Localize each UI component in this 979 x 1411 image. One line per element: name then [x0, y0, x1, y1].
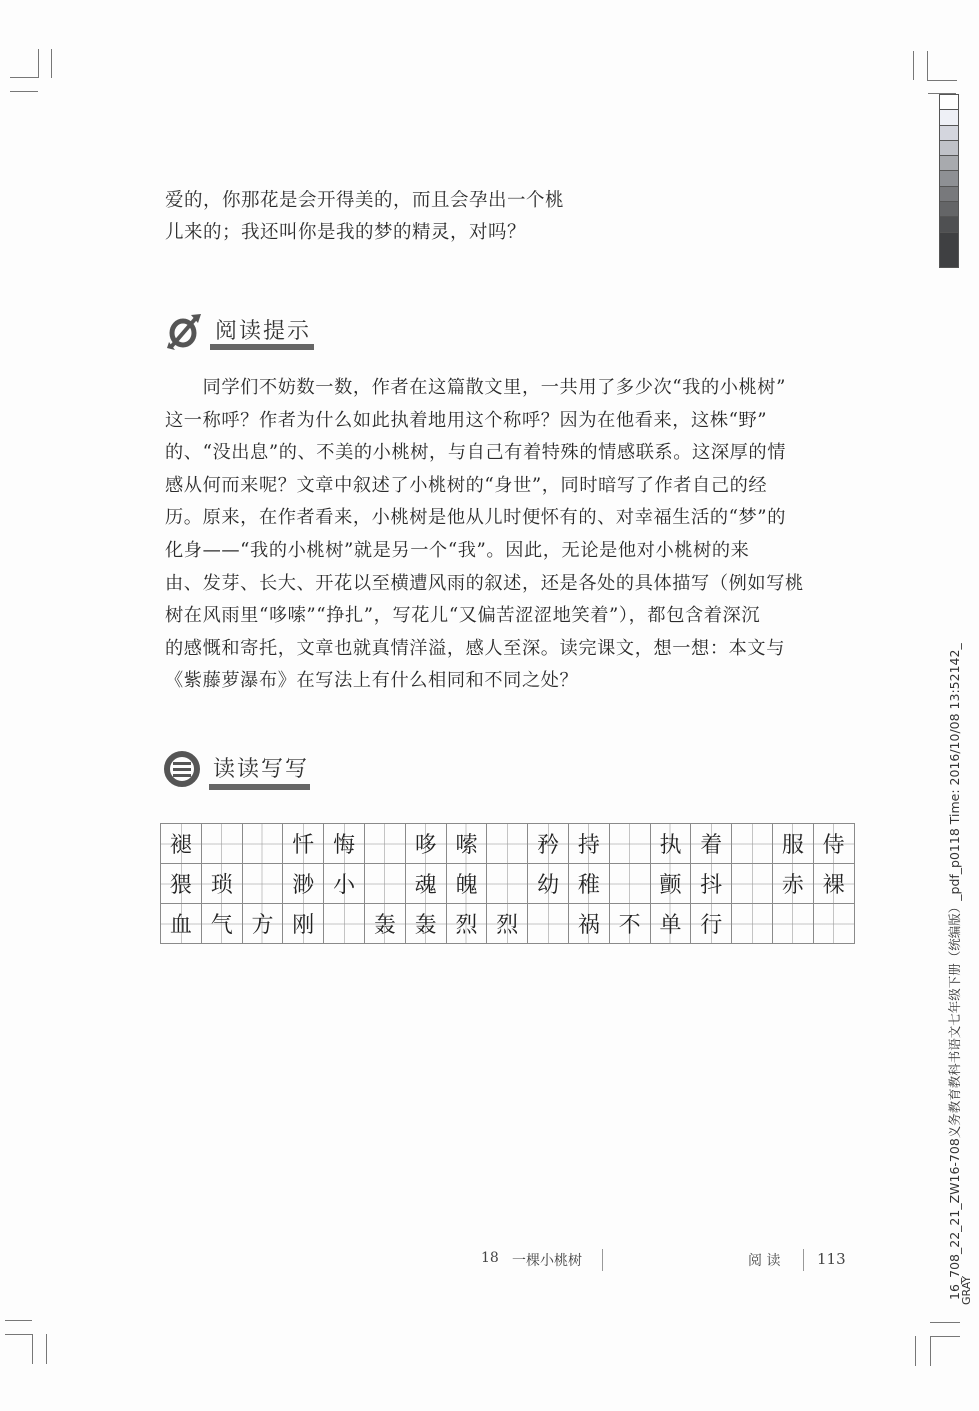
- gray-swatch: [940, 110, 958, 125]
- grid-cell: 哆: [405, 824, 446, 864]
- grid-cell: 幼: [528, 864, 569, 904]
- paragraph-line: 感从何而来呢？文章中叙述了小桃树的“身世”，同时暗写了作者自己的经: [165, 474, 768, 496]
- section-title: 阅读提示: [215, 319, 312, 344]
- crop-mark: [46, 1334, 47, 1364]
- crop-mark: [5, 1334, 32, 1335]
- grid-cell: [732, 864, 773, 904]
- grid-cell: 渺: [283, 864, 324, 904]
- grid-cell: 刚: [283, 904, 324, 944]
- grid-cell: 祸: [568, 904, 609, 944]
- grid-cell: 嗦: [446, 824, 487, 864]
- gray-swatch: [940, 95, 958, 110]
- grid-cell: 悔: [324, 824, 365, 864]
- paragraph-line: 同学们不妨数一数，作者在这篇散文里，一共用了多少次“我的小桃树”: [165, 377, 786, 398]
- grid-cell: [813, 904, 854, 944]
- grid-cell: 轰: [405, 904, 446, 944]
- section-title: 读读写写: [213, 757, 310, 782]
- gray-scale-bar: [939, 94, 959, 268]
- grid-cell: [732, 824, 773, 864]
- grid-cell: 猥: [161, 864, 202, 904]
- footer-divider: [803, 1249, 804, 1271]
- grid-cell: [732, 904, 773, 944]
- page-number: 113: [817, 1250, 846, 1268]
- grid-cell: [772, 904, 813, 944]
- gray-swatch: [940, 126, 958, 141]
- grid-cell: 魄: [446, 864, 487, 904]
- reading-tip-icon: [165, 312, 203, 352]
- paragraph-line: 化身——“我的小桃树”就是另一个“我”。因此，无论是他对小桃树的来: [165, 539, 750, 561]
- grid-cell: [528, 904, 569, 944]
- gray-swatch: [940, 171, 958, 186]
- gray-swatch: [940, 233, 958, 267]
- gray-swatch: [940, 141, 958, 156]
- grid-row: [161, 864, 855, 904]
- grid-cell: 服: [772, 824, 813, 864]
- grid-cell: 稚: [568, 864, 609, 904]
- footer-lesson-title: 一棵小桃树: [512, 1253, 582, 1269]
- crop-mark: [10, 77, 38, 78]
- paragraph-line: 这一称呼？作者为什么如此执着地用这个称呼？因为在他看来，这株“野”: [165, 409, 768, 431]
- grid-cell: 褪: [161, 824, 202, 864]
- crop-mark: [927, 51, 928, 80]
- grid-cell: 方: [242, 904, 283, 944]
- footer-unit: 阅 读: [748, 1253, 781, 1269]
- grid-cell: 小: [324, 864, 365, 904]
- crop-mark: [930, 1336, 931, 1366]
- gray-swatch: [940, 202, 958, 217]
- crop-mark: [5, 1320, 32, 1321]
- gray-swatch: [940, 156, 958, 171]
- paragraph-line: 《紫藤萝瀑布》在写法上有什么相同和不同之处？: [165, 670, 579, 692]
- grid-cell: 侍: [813, 824, 854, 864]
- grid-cell: [487, 864, 528, 904]
- grid-cell: 轰: [364, 904, 405, 944]
- grid-cell: 赤: [772, 864, 813, 904]
- crop-mark: [915, 1336, 916, 1366]
- paragraph-line: 树在风雨里“哆嗦”“挣扎”，写花儿“又偏苦涩涩地笑着”），都包含着深沉: [165, 605, 761, 627]
- grid-cell: [364, 824, 405, 864]
- grid-cell: [242, 824, 283, 864]
- crop-mark: [51, 49, 52, 78]
- crop-mark: [10, 91, 38, 92]
- grid-cell: 烈: [487, 904, 528, 944]
- paragraph-line: 的感慨和寄托，文章也就真情洋溢，感人至深。读完课文，想一想：本文与: [165, 637, 785, 659]
- grid-cell: 血: [161, 904, 202, 944]
- grid-cell: 着: [691, 824, 732, 864]
- grid-cell: [364, 864, 405, 904]
- crop-mark: [930, 1322, 960, 1323]
- grid-row: [161, 904, 855, 944]
- character-writing-grid: [160, 823, 855, 944]
- grid-cell: [609, 824, 650, 864]
- print-info-text: 16_708_22_21_ZW16-708义务教育教科书语文七年级下册（统编版）_pdf_p0118 Time: 2016/10/08 13:52142_: [947, 643, 962, 1300]
- grid-cell: 持: [568, 824, 609, 864]
- grid-row: [161, 824, 855, 864]
- poem-line: 儿来的；我还叫你是我的梦的精灵，对吗？: [165, 222, 527, 243]
- color-mode-label: GRAY: [960, 1275, 973, 1305]
- grid-cell: [324, 904, 365, 944]
- grid-cell: 气: [201, 904, 242, 944]
- grid-cell: [609, 864, 650, 904]
- grid-cell: 颤: [650, 864, 691, 904]
- crop-mark: [930, 1336, 960, 1337]
- grid-cell: 不: [609, 904, 650, 944]
- grid-cell: 琐: [201, 864, 242, 904]
- read-write-heading: [163, 750, 309, 788]
- grid-cell: 抖: [691, 864, 732, 904]
- gray-swatch: [940, 187, 958, 202]
- grid-cell: 魂: [405, 864, 446, 904]
- grid-cell: [201, 824, 242, 864]
- crop-mark: [927, 80, 957, 81]
- paragraph-line: 的、“没出息”的、不美的小桃树，与自己有着特殊的情感联系。这深厚的情: [165, 442, 786, 464]
- footer-lesson-number: 18: [481, 1250, 499, 1266]
- grid-cell: 忏: [283, 824, 324, 864]
- grid-cell: 裸: [813, 864, 854, 904]
- grid-cell: 烈: [446, 904, 487, 944]
- paragraph-line: 历。原来，在作者看来，小桃树是他从儿时便怀有的、对幸福生活的“梦”的: [165, 507, 786, 529]
- grid-cell: 单: [650, 904, 691, 944]
- read-write-icon: [163, 750, 201, 788]
- grid-cell: [242, 864, 283, 904]
- grid-cell: [487, 824, 528, 864]
- poem-text: [165, 185, 564, 249]
- grid-cell: 执: [650, 824, 691, 864]
- crop-mark: [32, 1334, 33, 1364]
- heading-underline: [210, 344, 314, 350]
- crop-mark: [913, 51, 914, 80]
- grid-cell: 行: [691, 904, 732, 944]
- crop-mark: [38, 49, 39, 78]
- gray-swatch: [940, 217, 958, 232]
- poem-line: 爱的，你那花是会开得美的，而且会孕出一个桃: [165, 190, 565, 211]
- grid-cell: 矜: [528, 824, 569, 864]
- paragraph-line: 由、发芽、长大、开花以至横遭风雨的叙述，还是各处的具体描写（例如写桃: [165, 572, 804, 594]
- footer-divider: [602, 1249, 603, 1271]
- heading-underline: [209, 784, 310, 790]
- reading-tip-paragraph: [165, 372, 845, 698]
